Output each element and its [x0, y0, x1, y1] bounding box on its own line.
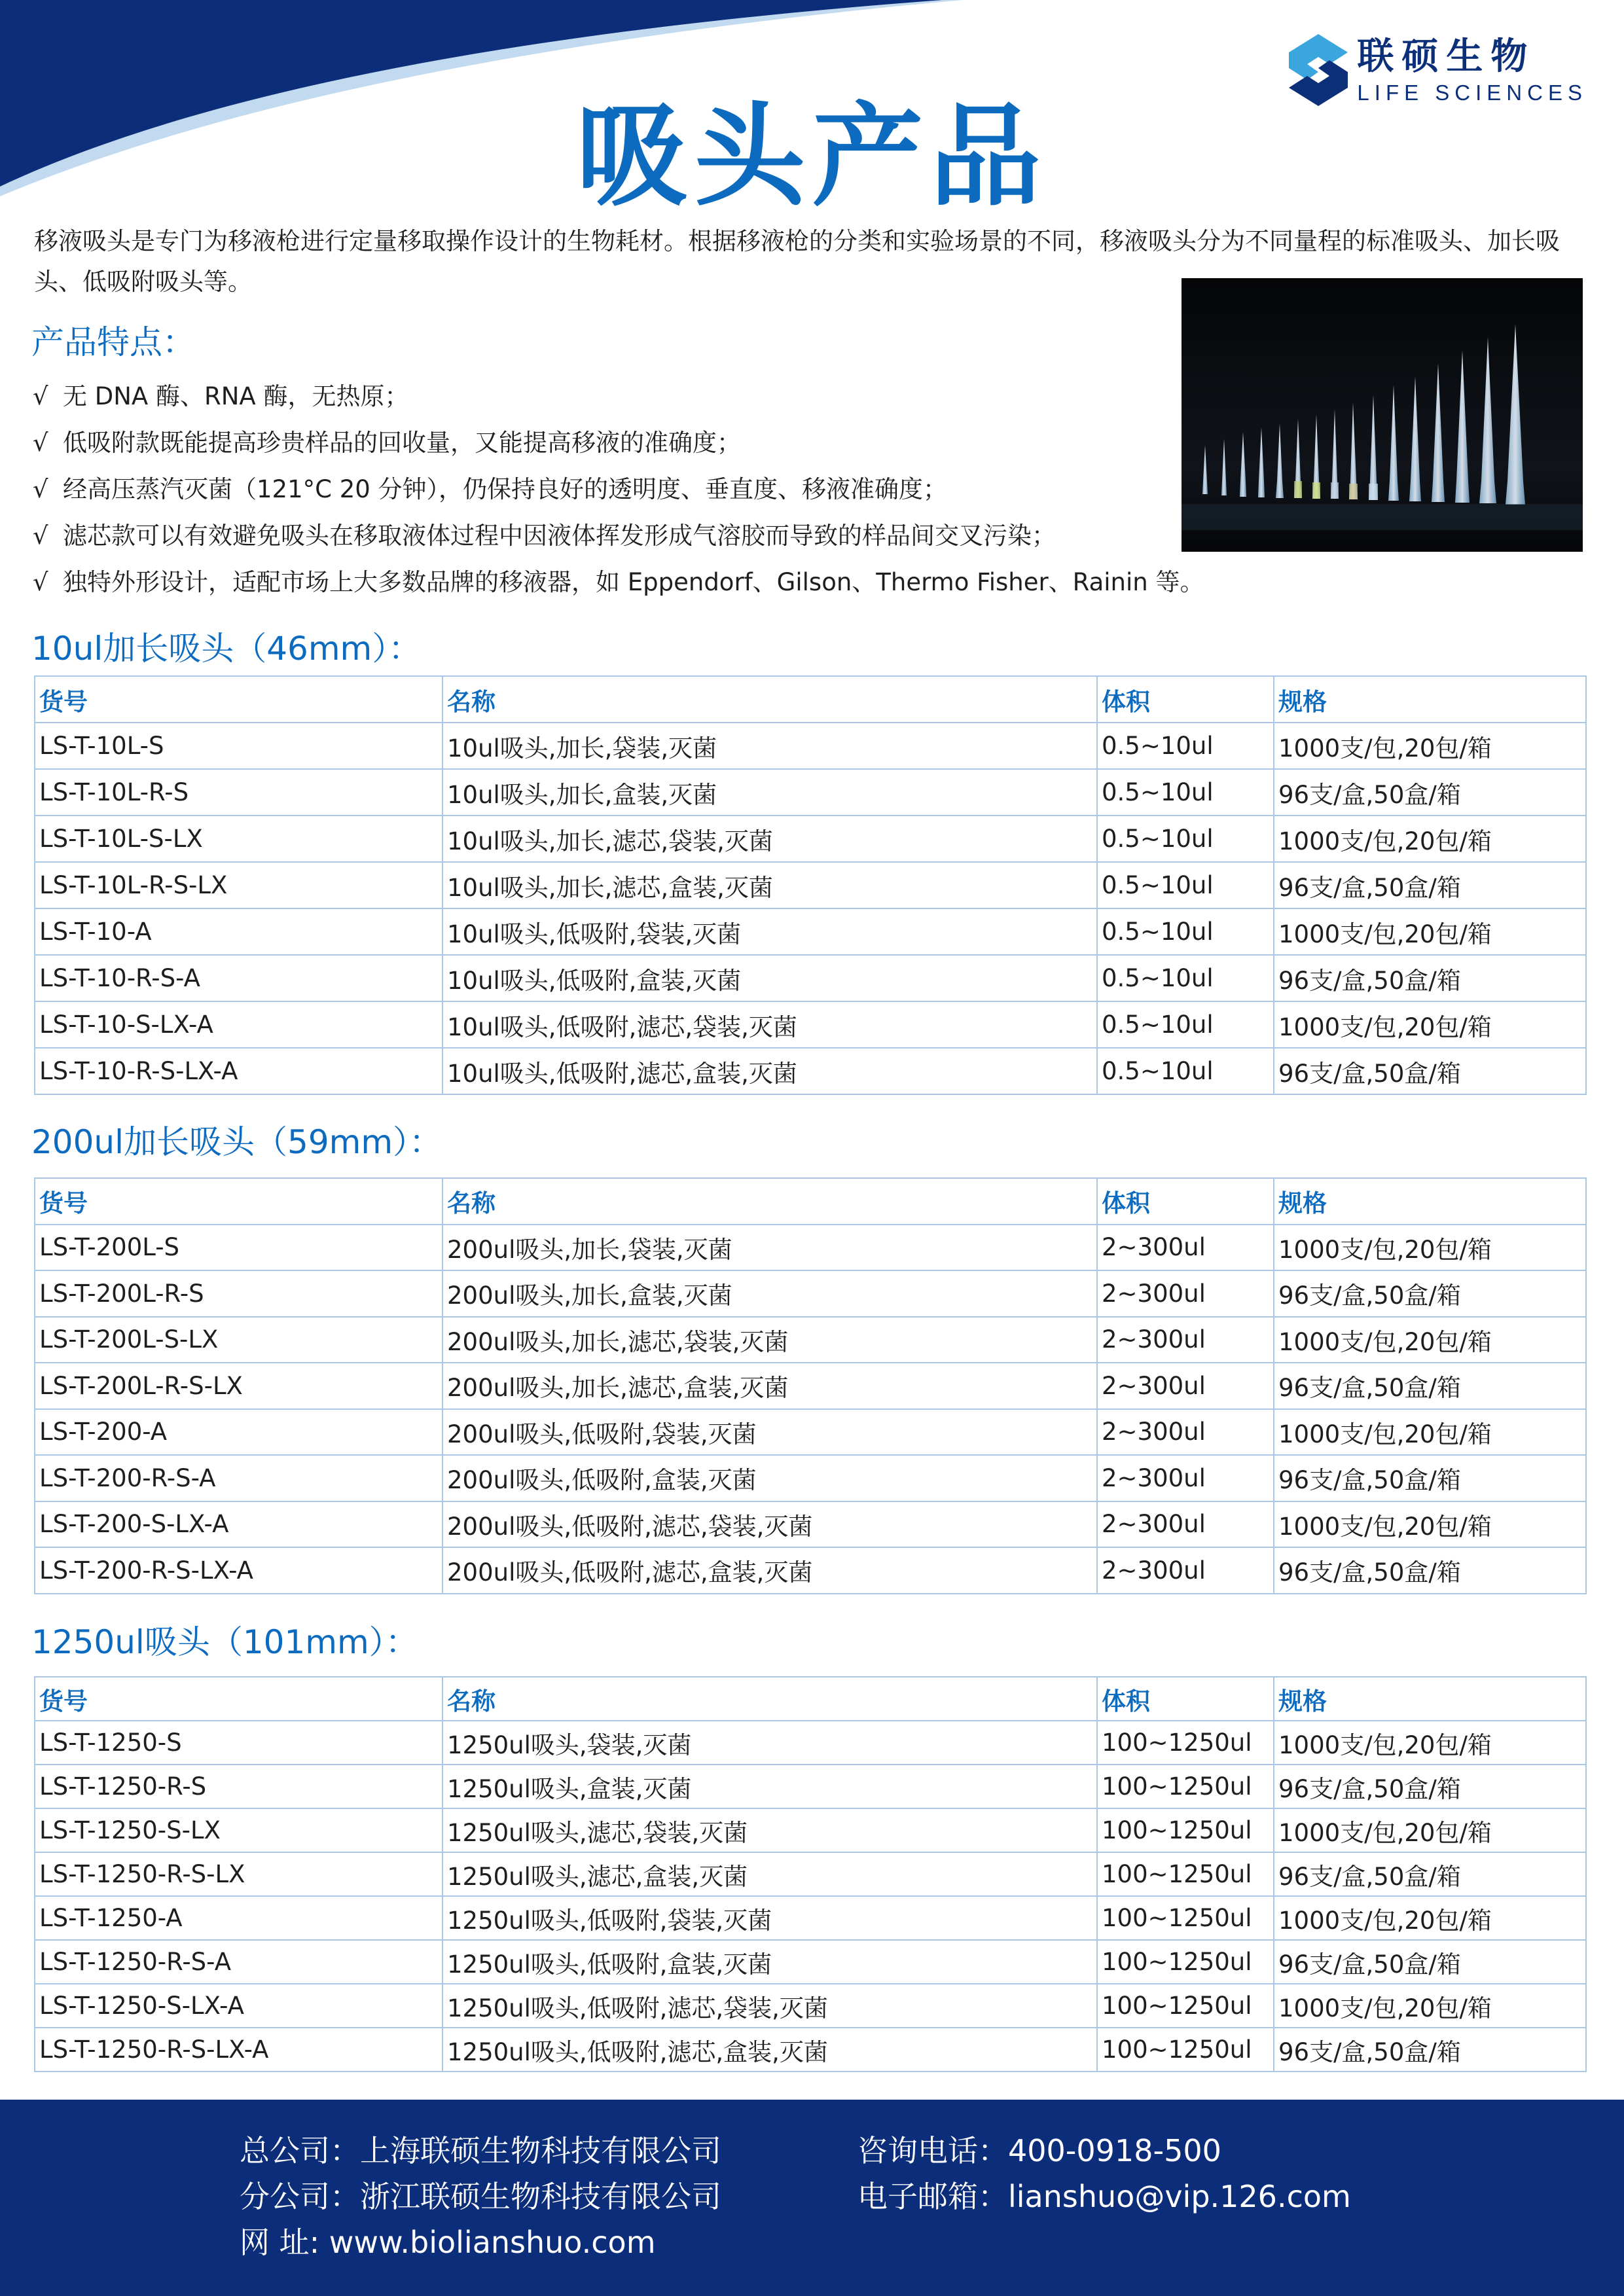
table-cell: 1000支/包,20包/箱 — [1274, 1501, 1586, 1548]
check-mark-icon: √ — [33, 382, 48, 410]
table-cell: 1000支/包,20包/箱 — [1274, 1317, 1586, 1363]
intro-paragraph: 移液吸头是专门为移液枪进行定量移取操作设计的生物耗材。根据移液枪的分类和实验场景的不同，移液吸头分为不同量程的标准吸头、加长吸头、低吸附吸头等。 — [34, 227, 1560, 296]
table-row — [35, 1896, 1586, 1940]
spec-table-10ul — [34, 675, 1587, 1095]
table-cell: 96支/盒,50盒/箱 — [1274, 955, 1586, 1001]
table-cell: LS-T-1250-S — [35, 1721, 442, 1765]
table-cell: LS-T-200-R-S-LX-A — [35, 1547, 442, 1594]
table-cell: LS-T-200L-S — [35, 1225, 442, 1271]
table-header-row — [35, 676, 1586, 723]
table-cell: 0.5~10ul — [1097, 816, 1274, 862]
table-cell: LS-T-1250-R-S-LX — [35, 1852, 442, 1896]
table-cell: 10ul吸头,低吸附,滤芯,袋装,灭菌 — [442, 1001, 1097, 1048]
table-cell: 100~1250ul — [1097, 1765, 1274, 1808]
footer-website: 网 址: www.biolianshuo.com — [240, 2225, 656, 2260]
table-cell: 1000支/包,20包/箱 — [1274, 1001, 1586, 1048]
table-cell: 200ul吸头,低吸附,盒装,灭菌 — [442, 1455, 1097, 1501]
column-header: 货号 — [35, 676, 442, 723]
table-cell: 1250ul吸头,低吸附,滤芯,袋装,灭菌 — [442, 1984, 1097, 2028]
table-cell: 2~300ul — [1097, 1363, 1274, 1409]
table-row — [35, 955, 1586, 1001]
table-row — [35, 1547, 1586, 1594]
table-cell: 0.5~10ul — [1097, 862, 1274, 908]
table-cell: LS-T-200L-R-S-LX — [35, 1363, 442, 1409]
table-cell: 10ul吸头,低吸附,盒装,灭菌 — [442, 955, 1097, 1001]
table-row — [35, 2028, 1586, 2072]
table-row — [35, 1852, 1586, 1896]
table-cell: LS-T-1250-R-S-LX-A — [35, 2028, 442, 2072]
table-cell: 1250ul吸头,滤芯,袋装,灭菌 — [442, 1808, 1097, 1852]
column-header: 体积 — [1097, 1677, 1274, 1721]
column-header: 货号 — [35, 1677, 442, 1721]
table-header-row — [35, 1178, 1586, 1225]
table-cell: 96支/盒,50盒/箱 — [1274, 1455, 1586, 1501]
column-header: 规格 — [1274, 1677, 1586, 1721]
table-cell: 2~300ul — [1097, 1501, 1274, 1548]
feature-item: √ 独特外形设计，适配市场上大多数品牌的移液器，如 Eppendorf、Gilson、Thermo Fisher、Rainin 等。 — [33, 559, 1407, 605]
table-cell: LS-T-10-S-LX-A — [35, 1001, 442, 1048]
table-row — [35, 1048, 1586, 1094]
features-list — [33, 373, 1407, 605]
table-row — [35, 1765, 1586, 1808]
table-cell: 2~300ul — [1097, 1225, 1274, 1271]
table-cell: 2~300ul — [1097, 1270, 1274, 1317]
table-cell: 10ul吸头,低吸附,袋装,灭菌 — [442, 908, 1097, 955]
footer-email: 电子邮箱：lianshuo@vip.126.com — [857, 2179, 1351, 2214]
table-cell: 200ul吸头,加长,袋装,灭菌 — [442, 1225, 1097, 1271]
column-header: 货号 — [35, 1178, 442, 1225]
table-cell: LS-T-200-A — [35, 1409, 442, 1456]
table-row — [35, 1940, 1586, 1984]
table-row — [35, 1270, 1586, 1317]
table-cell: 1250ul吸头,低吸附,袋装,灭菌 — [442, 1896, 1097, 1940]
spec-table-200ul — [34, 1177, 1587, 1594]
table-row — [35, 1984, 1586, 2028]
table-header-row — [35, 1677, 1586, 1721]
table-cell: 96支/盒,50盒/箱 — [1274, 769, 1586, 816]
table-row — [35, 1317, 1586, 1363]
table-row — [35, 1808, 1586, 1852]
table-cell: 96支/盒,50盒/箱 — [1274, 1765, 1586, 1808]
table-cell: 1000支/包,20包/箱 — [1274, 1225, 1586, 1271]
table-cell: LS-T-10-R-S-LX-A — [35, 1048, 442, 1094]
table-cell: 96支/盒,50盒/箱 — [1274, 1270, 1586, 1317]
table-cell: LS-T-10-A — [35, 908, 442, 955]
table-cell: 100~1250ul — [1097, 1808, 1274, 1852]
column-header: 规格 — [1274, 1178, 1586, 1225]
table-row — [35, 769, 1586, 816]
table-cell: 100~1250ul — [1097, 1721, 1274, 1765]
table-cell: 1000支/包,20包/箱 — [1274, 1409, 1586, 1456]
footer-phone: 咨询电话：400-0918-500 — [857, 2133, 1221, 2168]
column-header: 规格 — [1274, 676, 1586, 723]
table-cell: LS-T-10L-R-S-LX — [35, 862, 442, 908]
table-cell: 100~1250ul — [1097, 1940, 1274, 1984]
check-mark-icon: √ — [33, 568, 48, 596]
table-cell: 2~300ul — [1097, 1455, 1274, 1501]
column-header: 名称 — [442, 1178, 1097, 1225]
feature-item: √ 无 DNA 酶、RNA 酶，无热原； — [33, 373, 1407, 420]
table-cell: 1000支/包,20包/箱 — [1274, 1896, 1586, 1940]
table-cell: LS-T-200-R-S-A — [35, 1455, 442, 1501]
feature-item: √ 滤芯款可以有效避免吸头在移取液体过程中因液体挥发形成气溶胶而导致的样品间交叉污染； — [33, 512, 1407, 559]
table-row — [35, 1001, 1586, 1048]
table-cell: 100~1250ul — [1097, 1852, 1274, 1896]
section-title-1250ul: 1250ul吸头（101mm）： — [31, 1623, 418, 1661]
spec-table-1250ul — [34, 1676, 1587, 2072]
table-cell: 10ul吸头,低吸附,滤芯,盒装,灭菌 — [442, 1048, 1097, 1094]
table-cell: LS-T-200L-S-LX — [35, 1317, 442, 1363]
table-cell: 96支/盒,50盒/箱 — [1274, 862, 1586, 908]
table-cell: LS-T-1250-A — [35, 1896, 442, 1940]
table-cell: LS-T-10L-R-S — [35, 769, 442, 816]
table-cell: 100~1250ul — [1097, 1896, 1274, 1940]
table-cell: 96支/盒,50盒/箱 — [1274, 1048, 1586, 1094]
table-cell: 200ul吸头,低吸附,滤芯,盒装,灭菌 — [442, 1547, 1097, 1594]
table-row — [35, 1363, 1586, 1409]
table-cell: 0.5~10ul — [1097, 908, 1274, 955]
table-cell: 1000支/包,20包/箱 — [1274, 1808, 1586, 1852]
table-cell: 0.5~10ul — [1097, 1001, 1274, 1048]
table-cell: LS-T-10L-S-LX — [35, 816, 442, 862]
table-cell: 96支/盒,50盒/箱 — [1274, 1363, 1586, 1409]
table-cell: 2~300ul — [1097, 1317, 1274, 1363]
table-row — [35, 862, 1586, 908]
table-cell: 100~1250ul — [1097, 1984, 1274, 2028]
table-row — [35, 1409, 1586, 1456]
table-cell: 10ul吸头,加长,滤芯,盒装,灭菌 — [442, 862, 1097, 908]
table-row — [35, 1225, 1586, 1271]
table-cell: 1000支/包,20包/箱 — [1274, 816, 1586, 862]
table-cell: 10ul吸头,加长,盒装,灭菌 — [442, 769, 1097, 816]
table-cell: 96支/盒,50盒/箱 — [1274, 1940, 1586, 1984]
table-row — [35, 908, 1586, 955]
table-cell: 1000支/包,20包/箱 — [1274, 1721, 1586, 1765]
feature-item: √ 低吸附款既能提高珍贵样品的回收量，又能提高移液的准确度； — [33, 420, 1407, 466]
table-cell: LS-T-200L-R-S — [35, 1270, 442, 1317]
table-cell: 0.5~10ul — [1097, 1048, 1274, 1094]
table-cell: 1000支/包,20包/箱 — [1274, 1984, 1586, 2028]
column-header: 名称 — [442, 676, 1097, 723]
table-row — [35, 1455, 1586, 1501]
footer — [0, 2100, 1624, 2296]
table-cell: LS-T-200-S-LX-A — [35, 1501, 442, 1548]
table-cell: 96支/盒,50盒/箱 — [1274, 1547, 1586, 1594]
section-title-200ul: 200ul加长吸头（59mm）： — [31, 1123, 442, 1161]
table-cell: 1250ul吸头,滤芯,盒装,灭菌 — [442, 1852, 1097, 1896]
table-cell: 200ul吸头,低吸附,袋装,灭菌 — [442, 1409, 1097, 1456]
table-cell: 10ul吸头,加长,袋装,灭菌 — [442, 723, 1097, 769]
check-mark-icon: √ — [33, 429, 48, 457]
table-cell: 96支/盒,50盒/箱 — [1274, 2028, 1586, 2072]
table-cell: 1000支/包,20包/箱 — [1274, 723, 1586, 769]
table-row — [35, 723, 1586, 769]
column-header: 名称 — [442, 1677, 1097, 1721]
table-cell: LS-T-1250-S-LX — [35, 1808, 442, 1852]
table-row — [35, 816, 1586, 862]
footer-hq: 总公司：上海联硕生物科技有限公司 — [240, 2133, 721, 2168]
column-header: 体积 — [1097, 676, 1274, 723]
table-cell: 1000支/包,20包/箱 — [1274, 908, 1586, 955]
table-cell: 1250ul吸头,低吸附,盒装,灭菌 — [442, 1940, 1097, 1984]
column-header: 体积 — [1097, 1178, 1274, 1225]
table-cell: 10ul吸头,加长,滤芯,袋装,灭菌 — [442, 816, 1097, 862]
table-cell: 2~300ul — [1097, 1409, 1274, 1456]
table-cell: 0.5~10ul — [1097, 769, 1274, 816]
brand-name-cn: 联硕生物 — [1357, 35, 1536, 78]
table-cell: 1250ul吸头,盒装,灭菌 — [442, 1765, 1097, 1808]
table-cell: 200ul吸头,加长,盒装,灭菌 — [442, 1270, 1097, 1317]
table-cell: 200ul吸头,加长,滤芯,盒装,灭菌 — [442, 1363, 1097, 1409]
table-cell: 200ul吸头,加长,滤芯,袋装,灭菌 — [442, 1317, 1097, 1363]
table-cell: LS-T-10L-S — [35, 723, 442, 769]
table-cell: LS-T-1250-R-S-A — [35, 1940, 442, 1984]
table-cell: 96支/盒,50盒/箱 — [1274, 1852, 1586, 1896]
section-title-10ul: 10ul加长吸头（46mm）： — [31, 630, 422, 668]
table-cell: 0.5~10ul — [1097, 955, 1274, 1001]
table-cell: 2~300ul — [1097, 1547, 1274, 1594]
check-mark-icon: √ — [33, 475, 48, 503]
table-cell: LS-T-1250-S-LX-A — [35, 1984, 442, 2028]
table-cell: 0.5~10ul — [1097, 723, 1274, 769]
check-mark-icon: √ — [33, 522, 48, 550]
table-cell: LS-T-1250-R-S — [35, 1765, 442, 1808]
features-heading: 产品特点： — [31, 323, 195, 361]
footer-branch: 分公司：浙江联硕生物科技有限公司 — [240, 2179, 721, 2214]
page-title: 吸头产品 — [576, 92, 1048, 222]
table-cell: 1250ul吸头,低吸附,滤芯,盒装,灭菌 — [442, 2028, 1097, 2072]
table-row — [35, 1501, 1586, 1548]
table-cell: 100~1250ul — [1097, 2028, 1274, 2072]
table-cell: 200ul吸头,低吸附,滤芯,袋装,灭菌 — [442, 1501, 1097, 1548]
table-cell: LS-T-10-R-S-A — [35, 955, 442, 1001]
brand-name-en: LIFE SCIENCES — [1357, 81, 1587, 105]
table-row — [35, 1721, 1586, 1765]
feature-item: √ 经高压蒸汽灭菌（121°C 20 分钟），仍保持良好的透明度、垂直度、移液准确度； — [33, 466, 1407, 512]
table-cell: 1250ul吸头,袋装,灭菌 — [442, 1721, 1097, 1765]
